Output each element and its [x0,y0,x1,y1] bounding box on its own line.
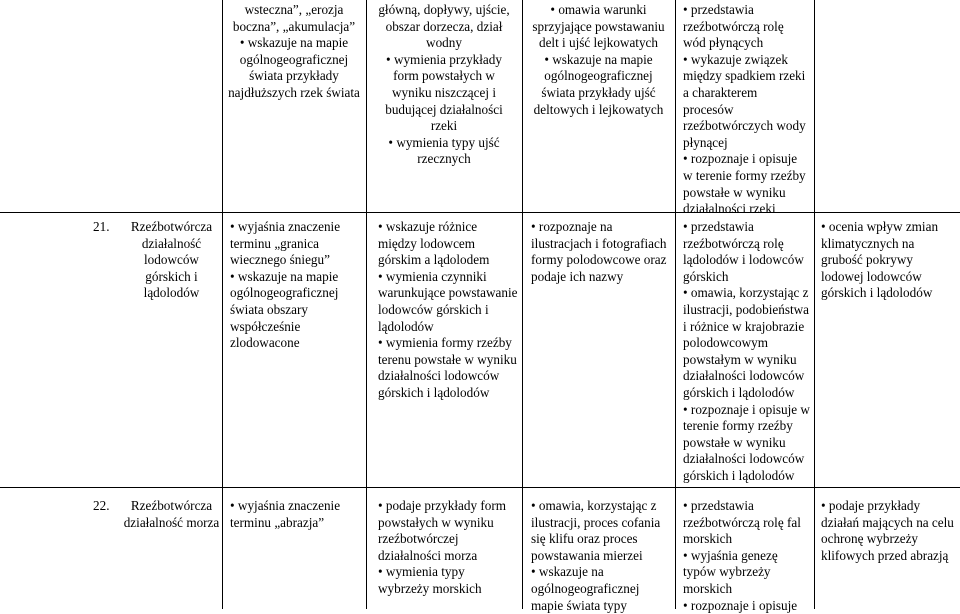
requirements-cell [821,219,958,302]
bullet-item: • przedstawia rzeźbotwórczą rolę lądolodów i lodowców górskich [683,219,811,285]
bullet-item: • wymienia typy ujść rzecznych [372,135,516,168]
bullet-item: • wymienia formy rzeźby terenu powstałe w wyniku działalności lodowców górskich i lądolodów [378,335,518,401]
row-number: 22. [93,498,110,513]
bullet-item: • wskazuje na mapie ogólnogeograficznej świata przykłady ujść deltowych i lejkowatych [526,52,671,118]
bullet-item: • przedstawia rzeźbotwórczą rolę wód płynących [683,2,809,52]
bullet-item: • wskazuje na mapie ogólnogeograficznej świata obszary współcześnie zlodowacone [230,269,362,352]
row-number: 21. [93,219,110,234]
bullet-item: • omawia warunki sprzyjające powstawaniu delt i ujść lejkowatych [526,2,671,52]
requirements-cell [683,2,809,218]
bullet-item: • omawia, korzystając z ilustracji, podobieństwa i różnice w krajobrazie polodowcowym powstałym w wyniku działalności lodowców górskich i lądolodów [683,285,811,401]
topic-cell: Rzeźbotwórcza działalność lodowców górskich i lądolodów [130,219,213,301]
requirements-cell [531,219,671,285]
bullet-item: • wyjaśnia znaczenie terminu „granica wiecznego śniegu” [230,219,362,269]
requirements-cell [230,219,362,352]
cell-text: główną, dopływy, ujście, obszar dorzecza, dział wodny [378,2,510,51]
bullet-item: • rozpoznaje i opisuje w terenie formy rzeźby powstałe w wyniku działalności lodowców górskich i lądolodów [683,402,811,485]
bullet-item: • rozpoznaje na ilustracjach i fotografiach formy polodowcowe oraz podaje ich nazwy [531,219,671,285]
bullet-item: • omawia, korzystając z ilustracji, proces cofania się klifu oraz proces powstawania mierzei [531,498,671,564]
bullet-item: • podaje przykłady działań mających na celu ochronę wybrzeży klifowych przed abrazją [821,498,958,564]
requirements-cell [526,2,671,118]
requirements-cell [531,498,671,614]
requirements-cell [230,498,362,531]
topic-cell: Rzeźbotwórcza działalność morza [123,498,220,530]
col-divider [522,0,523,609]
col-divider [366,0,367,609]
cell-text: wsteczna”, „erozja [244,2,344,17]
bullet-item: • wskazuje na mapie ogólnogeograficznej świata przykłady najdłuższych rzek świata [226,35,362,101]
bullet-item: • wymienia czynniki warunkujące powstawanie lodowców górskich i lądolodów [378,269,518,335]
bullet-item: • wymienia przykłady form powstałych w wyniku niszczącej i budującej działalności rzeki [372,52,516,135]
requirements-cell [378,498,518,598]
requirements-cell [821,498,958,564]
bullet-item: • wskazuje na ogólnogeograficznej mapie świata typy [531,564,671,614]
bullet-item: • rozpoznaje i opisuje [683,598,811,614]
bullet-item: • wyjaśnia znaczenie terminu „abrazja” [230,498,362,531]
bullet-item: • wyjaśnia genezę typów wybrzeży morskich [683,548,811,598]
requirements-cell [226,2,362,102]
col-divider [675,0,676,609]
row-divider [0,212,960,213]
cell-text: boczna”, „akumulacja” [232,18,356,34]
bullet-item: • podaje przykłady form powstałych w wyniku rzeźbotwórczej działalności morza [378,498,518,564]
bullet-item: • wymienia typy wybrzeży morskich [378,564,518,597]
bullet-item: • rozpoznaje i opisuje w terenie formy rzeźby powstałe w wyniku działalności rzeki [683,151,809,217]
requirements-cell [372,2,516,168]
col-divider [222,0,223,609]
requirements-cell [683,498,811,614]
bullet-item: • wykazuje związek między spadkiem rzeki a charakterem procesów rzeźbotwórczych wody płynącej [683,52,809,152]
col-divider [814,0,815,609]
row-divider [0,487,960,488]
requirements-cell [683,219,811,485]
bullet-item: • wskazuje różnice między lodowcem górskim a lądolodem [378,219,518,269]
bullet-item: • ocenia wpływ zmian klimatycznych na grubość pokrywy lodowej lodowców górskich i lądolodów [821,219,958,302]
requirements-cell [378,219,518,402]
bullet-item: • przedstawia rzeźbotwórczą rolę fal morskich [683,498,811,548]
